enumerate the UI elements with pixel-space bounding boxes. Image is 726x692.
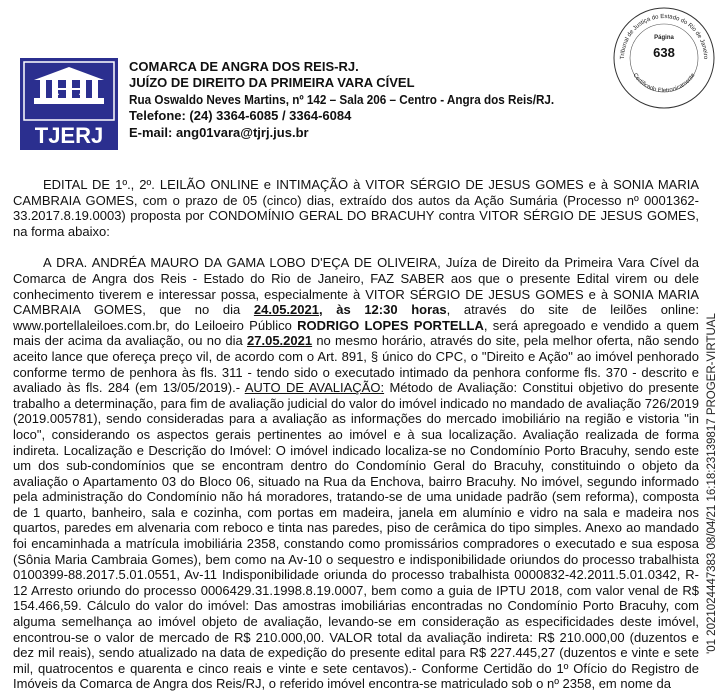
seal-bottom-text: Certificado Eletronicamente: [631, 72, 697, 95]
seal-page-label: Página: [654, 35, 674, 41]
header-phone: Telefone: (24) 3364-6085 / 3364-6084: [129, 108, 352, 124]
seal-ring-text: Tribunal de Justiça do Estado do Rio de Janeiro: [619, 13, 709, 60]
tjerj-logo: [20, 58, 118, 150]
first-auction-date: 24.05.2021: [253, 302, 319, 318]
header-email: E-mail: ang01vara@tjrj.jus.br: [129, 124, 309, 140]
edital-body: [13, 177, 699, 692]
seal-page-number: 638: [653, 45, 675, 60]
header-address: Rua Oswaldo Neves Martins, nº 142 – Sala 206 – Centro - Angra dos Reis/RJ.: [129, 91, 555, 107]
logo-text: TJERJ: [34, 123, 104, 148]
protocol-stamp: '01 2021024447383 08/04/21 16:18:23139817 PROGER-VIRTUAL: [706, 313, 718, 654]
auto-avaliacao-label: AUTO DE AVALIAÇÃO:: [244, 380, 385, 396]
header-comarca: COMARCA DE ANGRA DOS REIS-RJ.: [129, 59, 359, 74]
certification-seal: [610, 4, 718, 112]
header-juizo: JUÍZO DE DIREITO DA PRIMEIRA VARA CÍVEL: [129, 75, 415, 91]
edital-main: A DRA. ANDRÉA MAURO DA GAMA LOBO D'EÇA DE OLIVEIRA, Juíza de Direito da Primeira Vara Cível da Comarca de Angra dos Reis - Estado do Rio de Janeiro, FAZ SABER aos que o presente Edital virem ou dele conhecimento tiverem e interessar possa, especialmente à VITOR SÉRGIO DE JESUS GOMES e à SONIA MARIA CAMBRAIA GOMES, que no dia 24.05.2021, às 12:30 horas, através do site de leilões online: www.portellaleiloes.com.br, do Leiloeiro Público RODRIGO LOPES PORTELLA, será apregoado e vendido a quem mais der acima da avaliação, ou no dia 27.05.2021 no mesmo horário, através do site, pela melhor oferta, não sendo aceito lance que ofereça preço vil, de acordo com o Art. 891, § único do CPC, o "Direito e Ação" ao imóvel penhorado conforme termo de penhora às fls. 311 - tendo sido o executado intimado da penhora conforme fls. 370 - descrito e avaliado às fls. 284 (em 13/05/2019).- AUTO DE AVALIAÇÃO: Método de Avaliação: Constitui objetivo do presente trabalho a determinação, para fim de avaliação judicial do valor do imóvel indicado no mandado de avaliação 726/2019 (2019.005781), sendo consideradas para a avaliação as informações do mercado imobiliário na região e vistoria "in loco", considerando os aspectos gerais pertinentes ao imóvel e à sua localização. Avaliação realizada de forma indireta. Localização e Descrição do Imóvel: O imóvel indicado localiza-se no Condomínio Porto Bracuhy, sendo este um dos sub-condomínios que se encontram dentro do Condomínio Geral do Bracuhy, constituindo o objeto da avaliação o Apartamento 03 do Bloco 06, situado na Rua da Enchova, bairro Bracuhy. No imóvel, segundo informado pela administração do Condomínio não há moradores, tratando-se de uma unidade padrão (sem reforma), composta de 1 quarto, banheiro, sala e cozinha, com portas em madeira, janela em alumínio e vidro na sala e madeira nos quartos, paredes em alvenaria com reboco e tinta nas paredes, piso de cerâmica do tipo simples. Anexo ao mandado foi encaminhada a matrícula imobiliária 2358, constando como promissários compradores o executado e sua esposa (Sônia Maria Cambraia Gomes), bem como na Av-10 o sequestro e indisponibilidade oriundos do processo trabalhista 0100399-88.2017.5.01.0551, Av-11 Indisponibilidade oriunda do processo trabalhista 0000832-42.2011.5.01.0342, R-12 Arresto oriundo do processo 0006429.31.1998.8.19.0007, bem como a guia de IPTU 2018, com valor venal de R$ 154.466,59. Cálculo do valor do imóvel: Das amostras imobiliárias encontradas no Condomínio Porto Bracuhy, com alguma semelhança ao imóvel objeto de avaliação, levando-se em consideração as especificidades deste imóvel, encontrou-se o valor de mercado de R$ 210.000,00. VALOR total da avaliação indireta: R$ 210.000,00 (duzentos e dez mil reais), sendo atualizado na data de expedição do presente edital para R$ 227.445,27 (duzentos e vinte e sete mil, quatrocentos e quarenta e cinco reais e vinte e sete centavos).- Conforme Certidão do 1º Ofício do Registro de Imóveis da Comarca de Angra dos Reis/RJ, o referido imóvel encontra-se matriculado sob o nº 2358, em nome da: [13, 255, 699, 692]
second-auction-date: 27.05.2021: [247, 333, 313, 349]
auctioneer-name: RODRIGO LOPES PORTELLA: [297, 317, 484, 333]
first-auction-time: , às 12:30 horas: [318, 302, 447, 318]
court-header: [129, 59, 599, 141]
edital-intro: EDITAL DE 1º., 2º. LEILÃO ONLINE e INTIMAÇÃO à VITOR SÉRGIO DE JESUS GOMES e à SONIA MARIA CAMBRAIA GOMES, com o prazo de 05 (cinco) dias, extraído dos autos da Ação Sumária (Processo nº 0001362-33.2017.8.19.0003) proposta por CONDOMÍNIO GERAL DO BRACUHY contra VITOR SÉRGIO DE JESUS GOMES, na forma abaixo:: [13, 177, 699, 239]
